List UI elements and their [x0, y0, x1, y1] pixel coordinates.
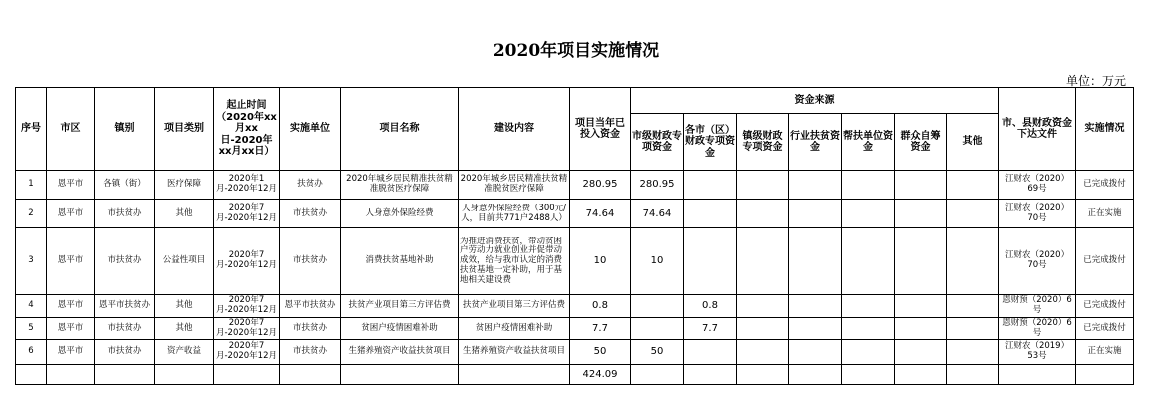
cell-status: 已完成拨付 [1076, 228, 1134, 295]
header-unit: 实施单位 [280, 88, 341, 171]
cell-town: 各镇（街） [95, 171, 155, 200]
cell-city: 恩平市 [47, 295, 95, 318]
cell-total: 7.7 [570, 318, 631, 340]
project-table [15, 87, 1134, 385]
cell-name: 人身意外保险经费 [341, 200, 459, 228]
cell-src-county: 0.8 [684, 295, 737, 318]
cell-unit: 恩平市扶贫办 [280, 295, 341, 318]
cell-doc: 恩财预（2020）6号 [999, 295, 1076, 318]
cell-content [459, 228, 570, 295]
cell-status: 已完成拨付 [1076, 295, 1134, 318]
cell-time: 2020年7月-2020年12月 [214, 295, 280, 318]
cell-src-city: 74.64 [631, 200, 684, 228]
cell-category: 其他 [155, 318, 214, 340]
table-row [16, 295, 1134, 318]
cell-total: 10 [570, 228, 631, 295]
cell-content-text: 为推进消费扶贫，带动贫困户劳动力就业创业并促带动成效，给与我市认定的消费扶贫基地一定补助，用于基地相关建设费 [460, 236, 563, 285]
header-name: 项目名称 [341, 88, 459, 171]
table-row [16, 318, 1134, 340]
header-total: 项目当年已投入资金 [570, 88, 631, 171]
cell-unit: 市扶贫办 [280, 318, 341, 340]
cell-src-city: 280.95 [631, 171, 684, 200]
header-src-town: 镇级财政专项资金 [737, 114, 789, 171]
cell-time: 2020年1月-2020年12月 [214, 171, 280, 200]
cell-city: 恩平市 [47, 200, 95, 228]
cell-category: 公益性项目 [155, 228, 214, 295]
cell-name: 2020年城乡居民精准扶贫精准脱贫医疗保障 [341, 171, 459, 200]
cell-unit: 扶贫办 [280, 171, 341, 200]
cell-doc: 江财农（2020）70号 [999, 228, 1076, 295]
cell-total: 50 [570, 340, 631, 365]
total-row [16, 365, 1134, 385]
cell-town: 市扶贫办 [95, 200, 155, 228]
cell-total: 74.64 [570, 200, 631, 228]
cell-doc: 江财农（2020）70号 [999, 200, 1076, 228]
header-src-help: 帮扶单位资金 [842, 114, 895, 171]
cell-city: 恩平市 [47, 228, 95, 295]
header-doc: 市、县财政资金下达文件 [999, 88, 1076, 171]
cell-unit: 市扶贫办 [280, 340, 341, 365]
cell-seq: 4 [16, 295, 47, 318]
cell-category: 其他 [155, 295, 214, 318]
header-src-city: 市级财政专项资金 [631, 114, 684, 171]
cell-name: 生猪养殖资产收益扶贫项目 [341, 340, 459, 365]
header-status: 实施情况 [1076, 88, 1134, 171]
cell-seq: 6 [16, 340, 47, 365]
cell-doc: 江财农（2020）69号 [999, 171, 1076, 200]
header-src-industry: 行业扶贫资金 [789, 114, 842, 171]
table-row [16, 340, 1134, 365]
cell-time: 2020年7月-2020年12月 [214, 340, 280, 365]
cell-town: 市扶贫办 [95, 340, 155, 365]
cell-src-county [684, 200, 737, 228]
cell-status: 已完成拨付 [1076, 318, 1134, 340]
cell-city: 恩平市 [47, 340, 95, 365]
cell-town: 恩平市扶贫办 [95, 295, 155, 318]
header-content: 建设内容 [459, 88, 570, 171]
cell-doc: 恩财预（2020）6号 [999, 318, 1076, 340]
cell-name: 扶贫产业项目第三方评估费 [341, 295, 459, 318]
cell-time: 2020年7月-2020年12月 [214, 228, 280, 295]
cell-time: 2020年7月-2020年12月 [214, 200, 280, 228]
cell-content-text: 人身意外保险经费（300元/人，目前共771户2488人） [461, 203, 567, 223]
cell-status: 正在实施 [1076, 340, 1134, 365]
cell-name: 贫困户疫情困难补助 [341, 318, 459, 340]
cell-grand-total: 424.09 [570, 365, 631, 385]
header-time: 起止时间（2020年xx月xx日-2020年xx月xx日） [214, 88, 280, 171]
cell-seq: 2 [16, 200, 47, 228]
cell-content: 贫困户疫情困难补助 [459, 318, 570, 340]
cell-src-city [631, 295, 684, 318]
cell-total: 280.95 [570, 171, 631, 200]
cell-city: 恩平市 [47, 171, 95, 200]
header-seq: 序号 [16, 88, 47, 171]
header-source-group: 资金来源 [631, 88, 999, 114]
page-title: 2020年项目实施情况 [492, 41, 660, 61]
table-row [16, 171, 1134, 200]
header-src-other: 其他 [947, 114, 999, 171]
cell-seq: 1 [16, 171, 47, 200]
cell-category: 其他 [155, 200, 214, 228]
cell-doc: 江财农（2019）53号 [999, 340, 1076, 365]
header-src-self: 群众自筹资金 [895, 114, 947, 171]
cell-src-county [684, 171, 737, 200]
header-city: 市区 [47, 88, 95, 171]
cell-seq: 3 [16, 228, 47, 295]
cell-unit: 市扶贫办 [280, 228, 341, 295]
cell-time: 2020年7月-2020年12月 [214, 318, 280, 340]
cell-content: 2020年城乡居民精准扶贫精准脱贫医疗保障 [459, 171, 570, 200]
cell-name: 消费扶贫基地补助 [341, 228, 459, 295]
cell-src-county [684, 228, 737, 295]
header-src-county: 各市（区）财政专项资金 [684, 114, 737, 171]
cell-status: 正在实施 [1076, 200, 1134, 228]
cell-src-city: 10 [631, 228, 684, 295]
cell-content: 扶贫产业项目第三方评估费 [459, 295, 570, 318]
cell-category: 资产收益 [155, 340, 214, 365]
cell-src-city [631, 318, 684, 340]
cell-status: 已完成拨付 [1076, 171, 1134, 200]
cell-city: 恩平市 [47, 318, 95, 340]
cell-src-county [684, 340, 737, 365]
cell-content: 生猪养殖资产收益扶贫项目 [459, 340, 570, 365]
cell-town: 市扶贫办 [95, 318, 155, 340]
table-row [16, 228, 1134, 295]
cell-unit: 市扶贫办 [280, 200, 341, 228]
unit-label: 单位：万元 [1065, 74, 1126, 88]
cell-total: 0.8 [570, 295, 631, 318]
header-category: 项目类别 [155, 88, 214, 171]
cell-town: 市扶贫办 [95, 228, 155, 295]
header-town: 镇别 [95, 88, 155, 171]
cell-src-county: 7.7 [684, 318, 737, 340]
table-row [16, 200, 1134, 228]
cell-seq: 5 [16, 318, 47, 340]
cell-category: 医疗保障 [155, 171, 214, 200]
cell-src-city: 50 [631, 340, 684, 365]
cell-content [459, 200, 570, 228]
